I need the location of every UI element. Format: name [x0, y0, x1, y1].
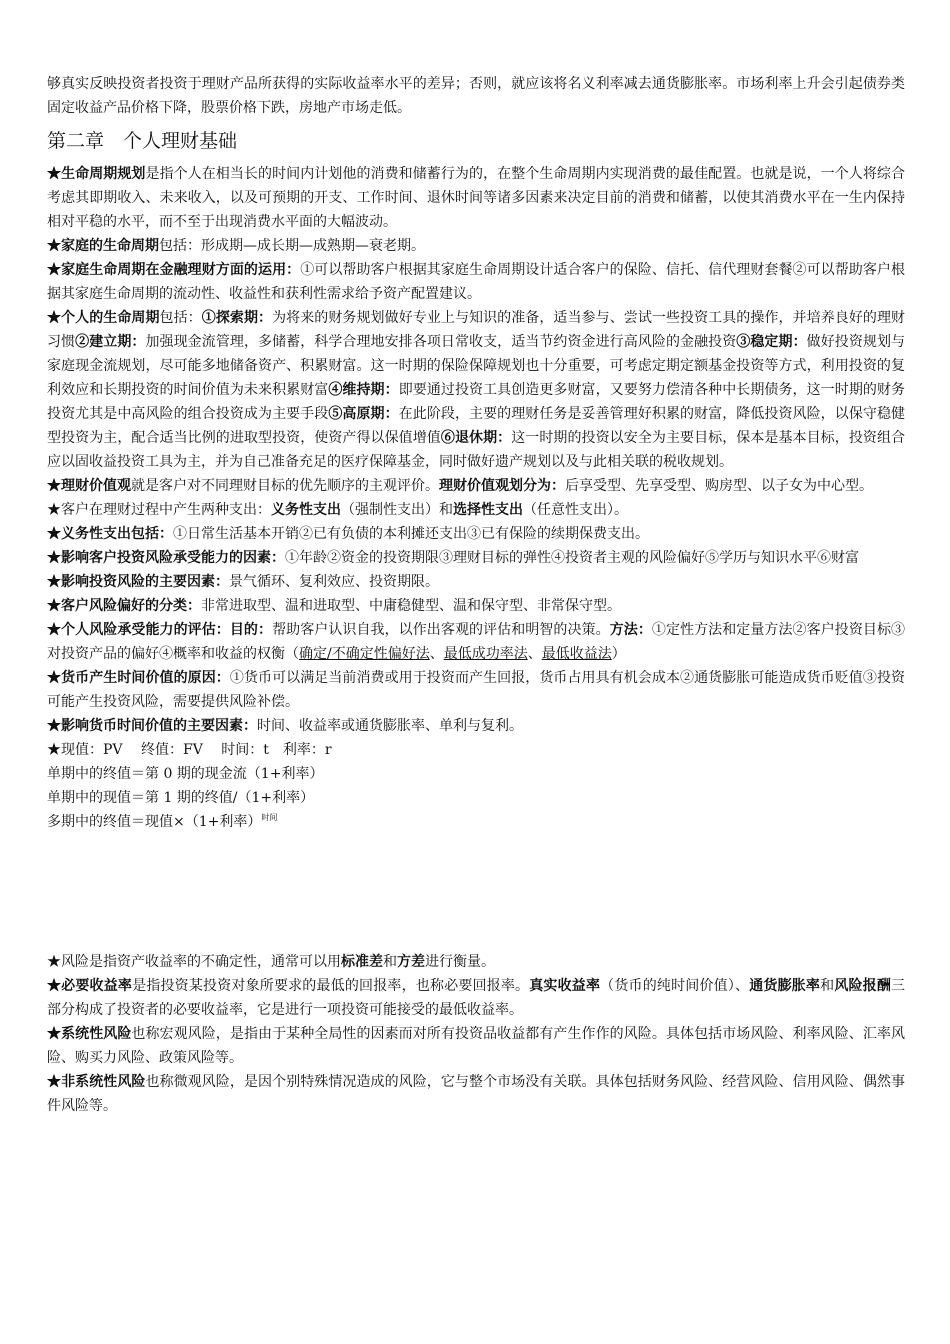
term: 真实收益率: [529, 978, 601, 994]
term: ★必要收益率: [47, 978, 133, 994]
stage-text: 在此阶段，主要的理财任务是妥善管理好积累的财富，降低投资风险，以保守稳健型投资为主，配合适当比例的进取型投资，使资产得以保值增值: [47, 406, 906, 446]
paragraph-expenses: [47, 498, 905, 522]
text: 也称宏观风险，是指由于某种全局性的因素而对所有投资品收益都有产生作作的风险。具体包括市场风险、利率风险、汇率风险、购买力风险、政策风险等。: [47, 1026, 906, 1066]
term: ★非系统性风险: [47, 1074, 146, 1090]
text: ①日常生活基本开销②已有负债的本利摊还支出③已有保险的续期保费支出。: [173, 526, 649, 542]
term: ★个人的生命周期: [47, 310, 160, 326]
paragraph-tvm-reason: [47, 666, 905, 714]
stage-term: ①探索期：: [201, 310, 273, 326]
text: （任意性支出）。: [523, 502, 628, 518]
stage-text: 即要通过投资工具创造更多财富，又要努力偿清各种中长期债务，这一时期的财务投资尤其是中高风险的组合投资成为主要手段: [47, 382, 906, 422]
text: ①可以帮助客户根据其家庭生命周期设计适合客户的保险、信托、信代理财套餐②可以帮助客户根据其家庭生命周期的流动性、收益性和获利性需求给予资产配置建议。: [47, 262, 906, 302]
text: 是指投资某投资对象所要求的最低的回报率，也称必要回报率。: [132, 978, 530, 994]
text: 非常进取型、温和进取型、中庸稳健型、温和保守型、非常保守型。: [201, 598, 621, 614]
text: ）: [611, 646, 626, 662]
text: 也称微观风险，是因个别特殊情况造成的风险，它与整个市场没有关联。具体包括财务风险、经营风险、信用风险、偶然事件风险等。: [47, 1074, 905, 1114]
stage-text: 这一时期的投资以安全为主要目标，保本是基本目标，投资组合应以固收益投资工具为主，并为自己准备充足的医疗保障基金，同时做好遗产规划以及与此相关联的税收规划。: [47, 430, 906, 470]
term: ★理财价值观: [47, 478, 131, 494]
text: 进行衡量。: [425, 954, 495, 970]
text: ①年龄②资金的投资期限③理财目标的弹性④投资者主观的风险偏好⑤学历与知识水平⑥财富: [285, 550, 859, 566]
document-page: [47, 72, 905, 1118]
separator: 、: [527, 646, 542, 662]
stage-text: 做好投资规划与家庭现金流规划，尽可能多地储备资产、积累财富。这一时期的保险保障规划也十分重要，可考虑定期定额基金投资等方式，利用投资的复利效应和长期投资的时间价值为未来积累财富: [47, 334, 906, 398]
paragraph-risk-eval: [47, 618, 905, 666]
paragraph-risk-pref: [47, 594, 905, 618]
term: 方法：: [609, 622, 652, 638]
term: ★家庭的生命周期: [47, 238, 159, 254]
text: 包括：: [159, 310, 202, 326]
term: ★家庭生命周期在金融理财方面的运用：: [47, 262, 301, 278]
text: ★客户在理财过程中产生两种支出：: [47, 502, 271, 518]
text: ①定性方法和定量方法②客户投资目标③对投资产品的偏好④概率和收益的权衡（: [47, 622, 906, 662]
underlined-method: 确定/不确定性偏好法: [299, 646, 430, 662]
text: 包括：形成期—成长期—成熟期—衰老期。: [159, 238, 425, 254]
paragraph-personal-cycle: [47, 306, 905, 474]
stage-term: ⑤高原期：: [328, 406, 399, 422]
paragraph-unsystematic-risk: [47, 1070, 905, 1118]
term: 选择性支出: [453, 502, 523, 518]
text: ①货币可以满足当前消费或用于投资而产生回报，货币占用具有机会成本②通货膨胀可能造成货币贬值③投资可能产生投资风险，需要提供风险补偿。: [47, 670, 906, 710]
text: （货币的纯时间价值）、: [600, 978, 750, 994]
paragraph-family-cycle: [47, 234, 905, 258]
formula-line: [47, 810, 905, 834]
stage-term: ④维持期：: [328, 382, 399, 398]
text: 后享受型、先享受型、购房型、以子女为中心型。: [565, 478, 873, 494]
paragraph-notation: ★现值：PV 终值：FV 时间：t 利率：r: [47, 742, 332, 758]
term: 义务性支出: [271, 502, 341, 518]
stage-text: 为将来的财务规划做好专业上与知识的准备，适当参与、尝试一些投资工具的操作，并培养良好的理财习惯: [47, 310, 906, 350]
stage-term: ②建立期：: [75, 334, 146, 350]
term: ★个人风险承受能力的评估：目的：: [47, 622, 273, 638]
term: ★货币产生时间价值的原因：: [47, 670, 230, 686]
term: ★系统性风险: [47, 1026, 132, 1042]
paragraph-obligatory: [47, 522, 905, 546]
chapter-title: 第二章 个人理财基础: [47, 130, 238, 152]
term: 理财价值观划分为：: [439, 478, 565, 494]
term: ★影响客户投资风险承受能力的因素：: [47, 550, 285, 566]
formula-exponent: 时间: [261, 813, 278, 822]
underlined-method: 最低成功率法: [443, 646, 528, 662]
text: 景气循环、复利效应、投资期限。: [229, 574, 439, 590]
term: ★客户风险偏好的分类：: [47, 598, 201, 614]
term: 风险报酬: [834, 978, 892, 994]
stage-term: ③稳定期：: [736, 334, 807, 350]
blank-space: [47, 834, 905, 950]
text: （强制性支出）和: [341, 502, 453, 518]
term: ★影响投资风险的主要因素：: [47, 574, 229, 590]
paragraph-systematic-risk: [47, 1022, 905, 1070]
paragraph-family-finance: [47, 258, 905, 306]
text: 和: [383, 954, 397, 970]
term: 通货膨胀率: [749, 978, 821, 994]
text: 和: [820, 978, 835, 994]
text: 帮助客户认识自我，以作出客观的评估和明智的决策。: [272, 622, 610, 638]
formula-line: 单期中的现值＝第 1 期的终值/（1+利率）: [47, 790, 315, 806]
term: ★义务性支出包括：: [47, 526, 173, 542]
paragraph-values: [47, 474, 905, 498]
formula-text: 多期中的终值＝现值×（1+利率）: [47, 814, 262, 830]
stage-text: 加强现金流管理，多储蓄，科学合理地安排各项日常收支，适当节约资金进行高风险的金融投资: [145, 334, 737, 350]
term: 方差: [397, 954, 425, 970]
paragraph-lifecycle: [47, 162, 905, 234]
term: 标准差: [341, 954, 383, 970]
text: 就是客户对不同理财目标的优先顺序的主观评价。: [131, 478, 439, 494]
stage-term: ⑥退休期：: [440, 430, 512, 446]
term: ★影响货币时间价值的主要因素：: [47, 718, 257, 734]
paragraph-required-return: [47, 974, 905, 1022]
paragraph-risk-factors: [47, 570, 905, 594]
paragraph-tvm-factors: [47, 714, 905, 738]
text: 是指个人在相当长的时间内计划他的消费和储蓄行为的，在整个生命周期内实现消费的最佳配置。也就是说，一个人将综合考虑其即期收入、未来收入，以及可预期的开支、工作时间、退休时间等诸多因素来决定目前的消费和储蓄，以使其消费水平在一生内保持相对平稳的水平，而不至于出现消费水平面的大幅波动。: [47, 166, 905, 230]
formula-line: 单期中的终值＝第 0 期的现金流（1+利率）: [47, 766, 324, 782]
text: ★风险是指资产收益率的不确定性，通常可以用: [47, 954, 341, 970]
underlined-method: 最低收益法: [541, 646, 612, 662]
term: ★生命周期规划: [47, 166, 146, 182]
paragraph-risk-def: [47, 950, 905, 974]
intro-paragraph: 够真实反映投资者投资于理财产品所获得的实际收益率水平的差异；否则，就应该将名义利率减去通货膨胀率。市场利率上升会引起债券类固定收益产品价格下降，股票价格下跌，房地产市场走低。: [47, 76, 905, 116]
text: 三部分构成了投资者的必要收益率，它是进行一项投资可能接受的最低收益率。: [47, 978, 906, 1018]
paragraph-risk-capacity-factors: [47, 546, 905, 570]
separator: 、: [429, 646, 444, 662]
text: 时间、收益率或通货膨胀率、单利与复利。: [257, 718, 523, 734]
